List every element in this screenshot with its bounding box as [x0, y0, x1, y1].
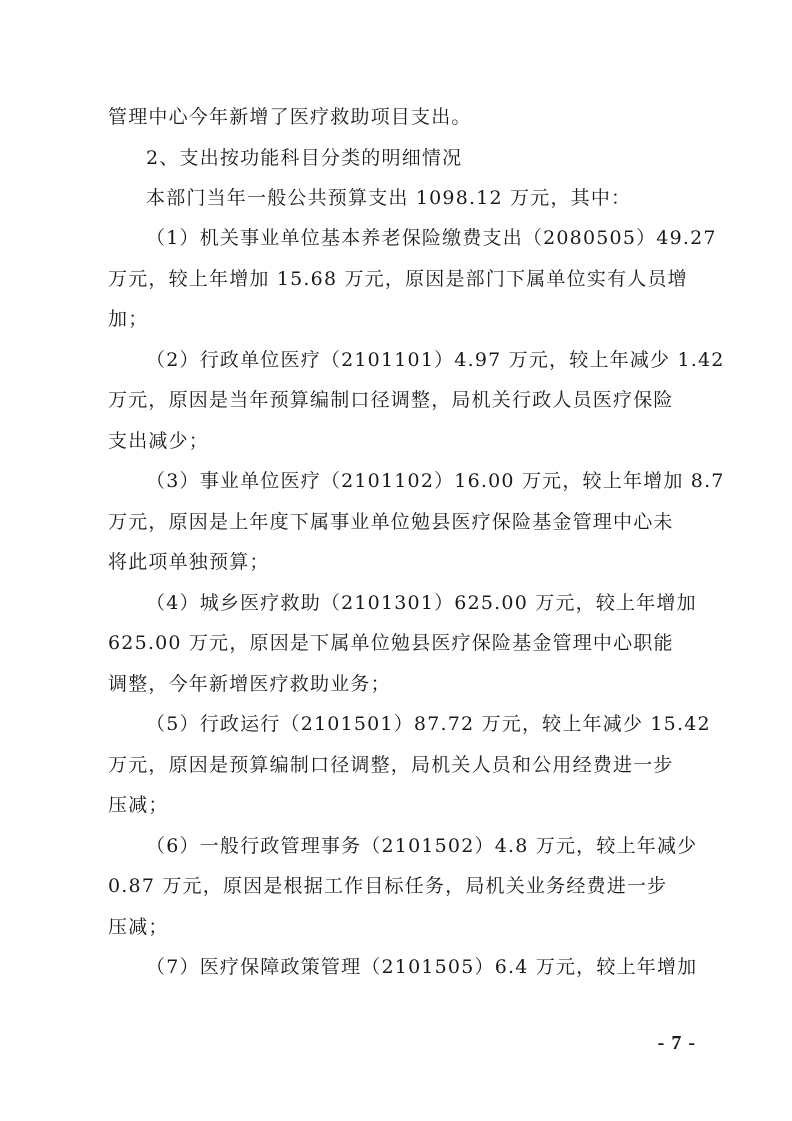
- text-line: 压减；: [108, 916, 169, 938]
- list-item-1: （1）机关事业单位基本养老保险缴费支出（2080505）49.27: [146, 227, 717, 249]
- list-item-2: （2）行政单位医疗（2101101）4.97 万元，较上年减少 1.42: [146, 349, 725, 371]
- list-item-4: （4）城乡医疗救助（2101301）625.00 万元，较上年增加: [146, 592, 697, 614]
- list-item-5: （5）行政运行（2101501）87.72 万元，较上年减少 15.42: [146, 713, 711, 735]
- text-line: 加；: [108, 308, 149, 330]
- list-item-6: （6）一般行政管理事务（2101502）4.8 万元，较上年减少: [146, 835, 698, 857]
- list-item-3: （3）事业单位医疗（2101102）16.00 万元，较上年增加 8.7: [146, 470, 725, 492]
- text-line: 万元，原因是预算编制口径调整，局机关人员和公用经费进一步: [108, 754, 674, 776]
- text-line: 本部门当年一般公共预算支出 1098.12 万元，其中：: [146, 187, 632, 209]
- text-line: 压减；: [108, 794, 169, 816]
- text-line: 调整，今年新增医疗救助业务；: [108, 673, 391, 695]
- text-line: 万元，较上年增加 15.68 万元，原因是部门下属单位实有人员增: [108, 268, 688, 290]
- text-line: 管理中心今年新增了医疗救助项目支出。: [108, 106, 472, 128]
- text-line: 支出减少；: [108, 430, 210, 452]
- page-number: - 7 -: [657, 1032, 696, 1054]
- text-line: 625.00 万元，原因是下属单位勉县医疗保险基金管理中心职能: [108, 632, 674, 654]
- list-item-7: （7）医疗保障政策管理（2101505）6.4 万元，较上年增加: [146, 956, 698, 978]
- text-line: 0.87 万元，原因是根据工作目标任务，局机关业务经费进一步: [108, 875, 668, 897]
- section-heading: 2、支出按功能科目分类的明细情况: [146, 147, 463, 169]
- text-line: 万元，原因是当年预算编制口径调整，局机关行政人员医疗保险: [108, 389, 674, 411]
- text-line: 万元，原因是上年度下属事业单位勉县医疗保险基金管理中心未: [108, 511, 674, 533]
- text-line: 将此项单独预算；: [108, 551, 270, 573]
